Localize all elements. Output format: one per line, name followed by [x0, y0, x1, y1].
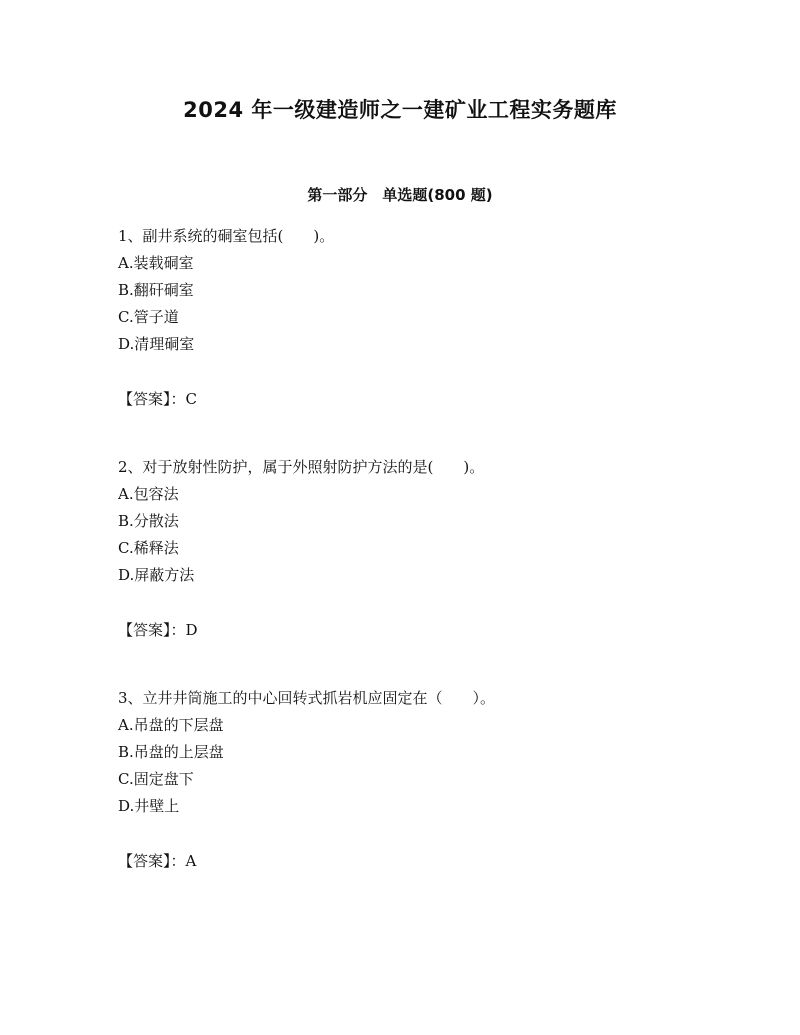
question-3 [118, 685, 738, 875]
option-b: B.吊盘的上层盘 [118, 743, 224, 761]
option-c: C.稀释法 [118, 539, 179, 557]
question-stem: 1、副井系统的硐室包括( )。 [118, 227, 335, 245]
option-a: A.装载硐室 [118, 254, 194, 272]
answer-line [118, 386, 738, 413]
answer-value: C [185, 390, 197, 408]
question-1 [118, 223, 738, 413]
answer-label: 【答案】： [118, 390, 186, 408]
question-stem: 2、对于放射性防护，属于外照射防护方法的是( )。 [118, 458, 485, 476]
answer-line [118, 848, 738, 875]
option-a: A.包容法 [118, 485, 179, 503]
option-b: B.分散法 [118, 512, 179, 530]
section-title: 第一部分 单选题(800 题) [307, 186, 493, 204]
option-d: D.清理硐室 [118, 335, 195, 353]
option-a: A.吊盘的下层盘 [118, 716, 224, 734]
answer-label: 【答案】： [118, 852, 186, 870]
question-2 [118, 454, 738, 644]
option-c: C.固定盘下 [118, 770, 194, 788]
option-d: D.屏蔽方法 [118, 566, 195, 584]
page-title: 2024 年一级建造师之一建矿业工程实务题库 [183, 98, 617, 122]
option-c: C.管子道 [118, 308, 179, 326]
option-d: D.井壁上 [118, 797, 180, 815]
answer-value: A [185, 852, 197, 870]
answer-value: D [185, 621, 198, 639]
question-stem: 3、立井井筒施工的中心回转式抓岩机应固定在（ ）。 [118, 689, 496, 707]
option-b: B.翻矸硐室 [118, 281, 194, 299]
answer-label: 【答案】： [118, 621, 186, 639]
answer-line [118, 617, 738, 644]
